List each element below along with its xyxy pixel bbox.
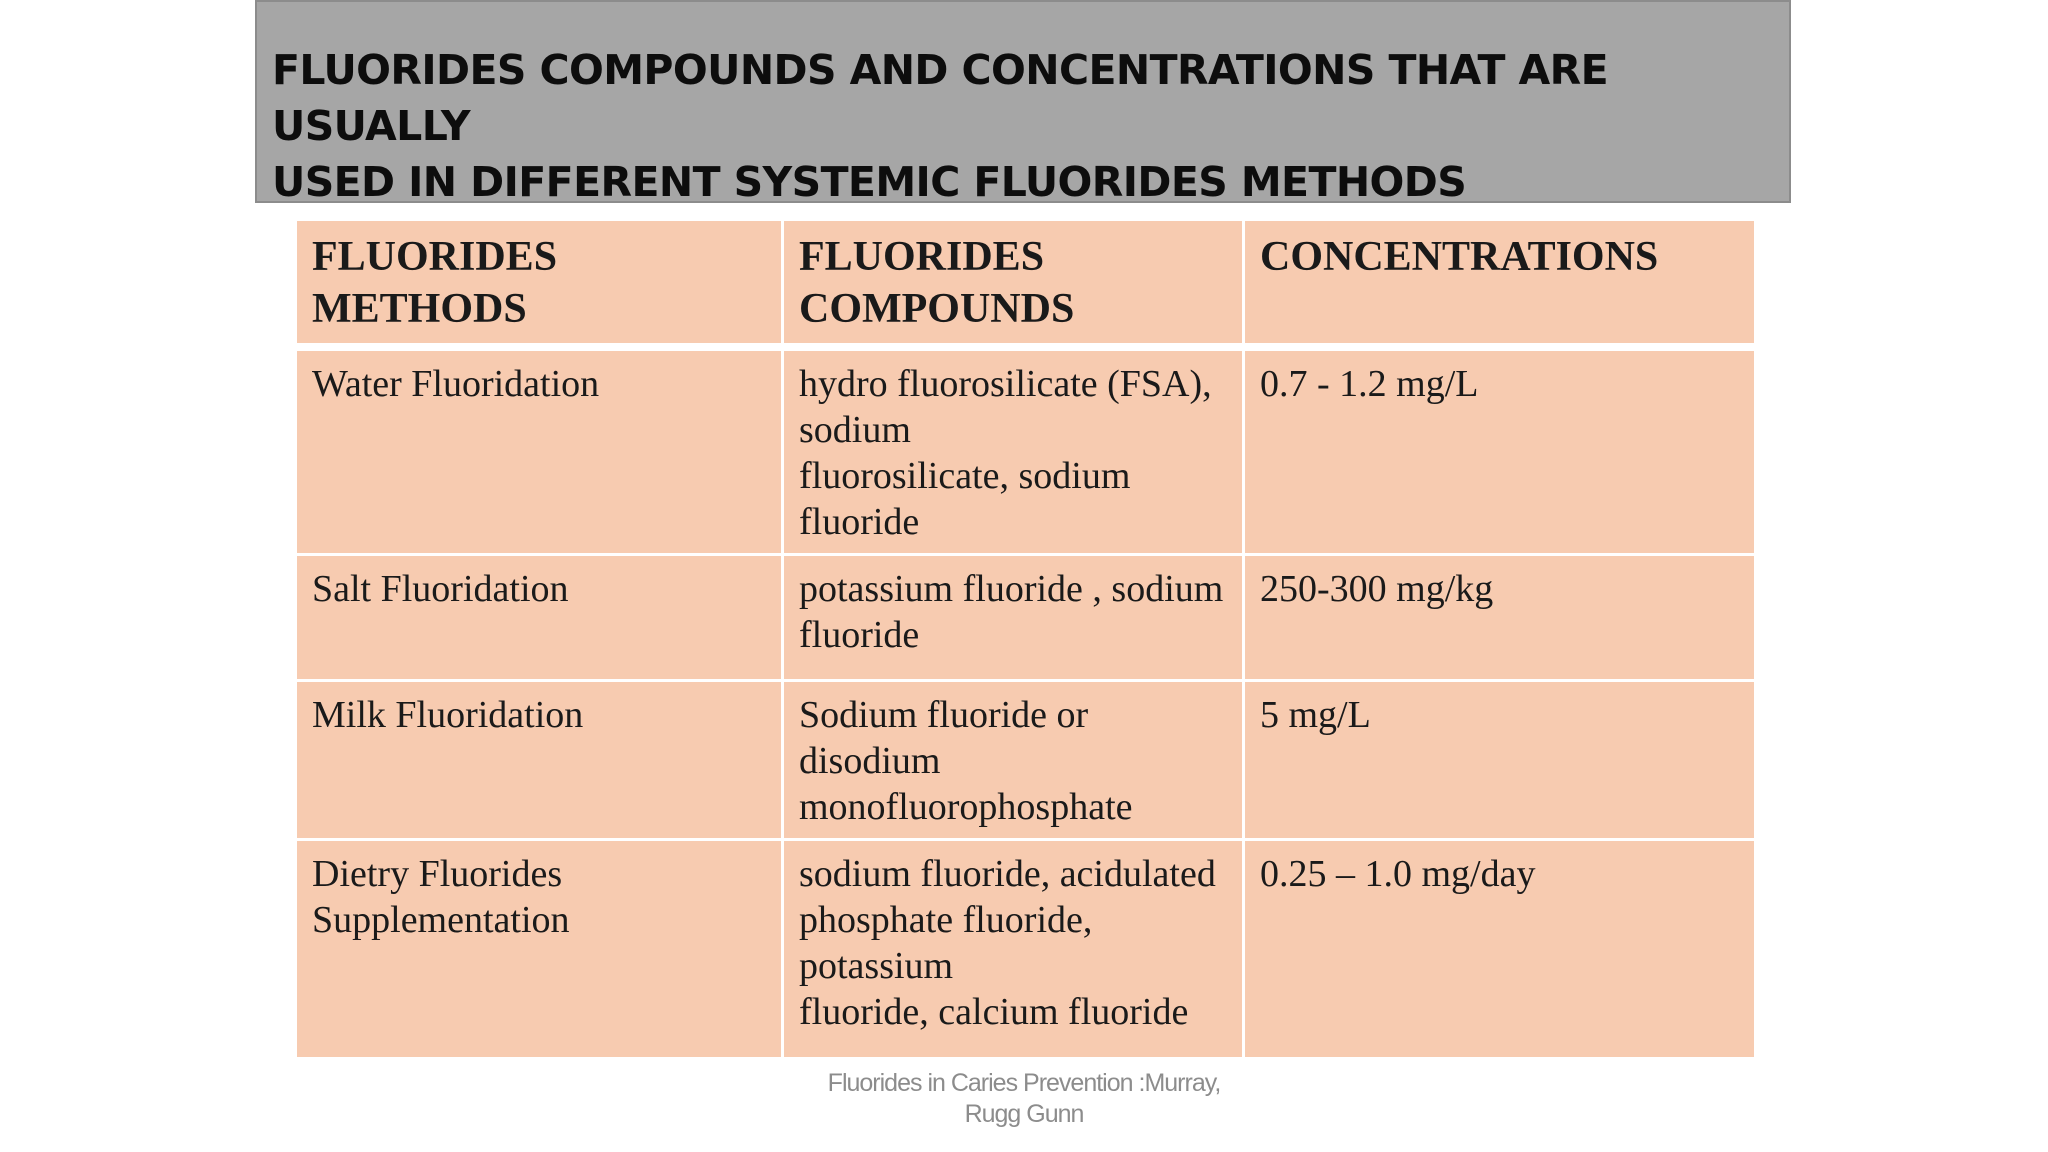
header-methods xyxy=(296,220,783,348)
header-concentrations xyxy=(1244,220,1756,348)
cell-text: Milk Fluoridation xyxy=(312,694,584,736)
cell-text: 5 mg/L xyxy=(1260,694,1371,736)
cell-text: potassium fluoride , sodium xyxy=(799,568,1224,610)
cell-text: sodium xyxy=(799,409,911,451)
cell-text: disodium xyxy=(799,740,941,782)
method-cell xyxy=(296,347,783,555)
compounds-cell xyxy=(783,555,1244,681)
cell-text: 250-300 mg/kg xyxy=(1260,568,1494,610)
header-compounds xyxy=(783,220,1244,348)
cell-text: monofluorophosphate xyxy=(799,786,1133,828)
method-cell xyxy=(296,681,783,840)
concentration-cell xyxy=(1244,681,1756,840)
citation-line-1: Fluorides in Caries Prevention :Murray, xyxy=(827,1069,1221,1097)
concentration-cell xyxy=(1244,555,1756,681)
cell-text: 0.25 – 1.0 mg/day xyxy=(1260,853,1536,895)
table-row xyxy=(296,681,1756,840)
header-text: METHODS xyxy=(312,286,527,332)
cell-text: potassium xyxy=(799,945,954,987)
title-line-1: FLUORIDES COMPOUNDS AND CONCENTRATIONS THAT ARE USUALLY xyxy=(272,46,1609,150)
table-header-row xyxy=(296,220,1756,348)
cell-text: Dietry Fluorides xyxy=(312,853,563,895)
header-text: COMPOUNDS xyxy=(799,286,1075,332)
table-row xyxy=(296,555,1756,681)
concentration-cell xyxy=(1244,347,1756,555)
cell-text: sodium fluoride, acidulated xyxy=(799,853,1216,895)
method-cell xyxy=(296,555,783,681)
method-cell xyxy=(296,840,783,1059)
cell-text: fluorosilicate, sodium xyxy=(799,455,1131,497)
table-row xyxy=(296,347,1756,555)
header-text: CONCENTRATIONS xyxy=(1260,234,1659,280)
title-banner xyxy=(255,0,1791,206)
header-text: FLUORIDES xyxy=(312,234,558,280)
concentration-cell xyxy=(1244,840,1756,1059)
title-line-2: USED IN DIFFERENT SYSTEMIC FLUORIDES METHODS xyxy=(272,158,1467,206)
compounds-cell xyxy=(783,347,1244,555)
compounds-cell xyxy=(783,681,1244,840)
slide-title xyxy=(272,42,1772,210)
cell-text: fluoride, calcium fluoride xyxy=(799,991,1189,1033)
cell-text: 0.7 - 1.2 mg/L xyxy=(1260,363,1479,405)
cell-text: fluoride xyxy=(799,614,920,656)
cell-text: Sodium fluoride or xyxy=(799,694,1089,736)
cell-text: Water Fluoridation xyxy=(312,363,600,405)
cell-text: Supplementation xyxy=(312,899,570,941)
table-row xyxy=(296,840,1756,1059)
header-text: FLUORIDES xyxy=(799,234,1045,280)
cell-text: Salt Fluoridation xyxy=(312,568,569,610)
source-citation xyxy=(800,1068,1248,1130)
cell-text: hydro fluorosilicate (FSA), xyxy=(799,363,1212,405)
cell-text: phosphate fluoride, xyxy=(799,899,1093,941)
cell-text: fluoride xyxy=(799,501,920,543)
compounds-cell xyxy=(783,840,1244,1059)
fluorides-table xyxy=(294,218,1757,1060)
citation-line-2: Rugg Gunn xyxy=(964,1100,1084,1128)
